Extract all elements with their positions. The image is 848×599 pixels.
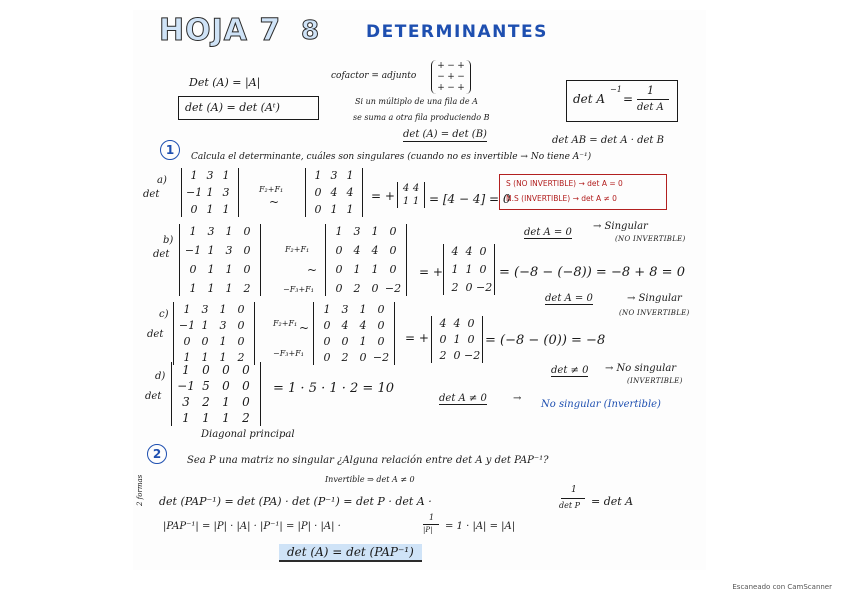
ex1d-matrix: 1 0 0 0 −1 5 0 0 3 2 1 0 1 1 1 2 xyxy=(171,362,261,426)
ex1b-note-det: det A = 0 xyxy=(545,293,593,304)
ex1b-op-bottom: −F₃+F₁ xyxy=(283,285,314,294)
ex1b-label: b) xyxy=(163,235,174,246)
scanner-watermark: Escaneado con CamScanner xyxy=(732,583,832,591)
ex1d-eq: = 1 · 5 · 1 · 2 = 10 xyxy=(273,381,394,396)
ex2-line1-end: = det A xyxy=(591,495,634,508)
ex1a-label: a) xyxy=(157,175,167,186)
ex2-line1: det (PAP⁻¹) = det (PA) · det (P⁻¹) = det P · det A · xyxy=(159,495,432,508)
ex1b-matrix: 1 3 1 0 −1 1 3 0 0 1 1 0 1 1 1 2 xyxy=(179,224,261,296)
row-multiple-result: det (A) = det (B) xyxy=(403,129,487,140)
ex2-line1-frac-bar xyxy=(561,498,585,499)
ex1d-det: det xyxy=(145,391,162,402)
ex1c-minor: 4 4 0 0 1 0 2 0 −2 xyxy=(431,316,483,363)
ex2-line2-frac-num: 1 xyxy=(429,513,435,522)
exercise-2-statement: Sea P una matriz no singular ¿Alguna relación entre det A y det PAP⁻¹? xyxy=(187,455,549,466)
ex1c-note-arrow: → No singular xyxy=(605,363,677,374)
ex1a-op-sym: ~ xyxy=(269,195,280,209)
ex1d-note-arrow: → xyxy=(513,393,522,404)
inverse-sup: −1 xyxy=(610,85,622,94)
ex1c-op-top: F₂+F₁ xyxy=(273,319,298,328)
inverse-frac-bar xyxy=(637,99,669,100)
singular-note: S (NO INVERTIBLE) → det A = 0 xyxy=(506,179,623,188)
transpose-formula: det (A) = det (Aᵗ) xyxy=(185,101,280,114)
ex1a-eq2: = [4 − 4] = 0 xyxy=(429,192,511,206)
ex1c-note-paren: (INVERTIBLE) xyxy=(627,377,683,385)
ex1c-label: c) xyxy=(159,309,169,320)
ex1d-label: d) xyxy=(155,371,166,382)
ex1d-note-result: No singular (Invertible) xyxy=(541,399,661,410)
ex1a-matrix: 1 3 1 −1 1 3 0 1 1 xyxy=(181,168,239,217)
ex1a-note-paren: (NO INVERTIBLE) xyxy=(615,235,686,243)
inverse-formula-box xyxy=(566,80,678,122)
inverse-eq: = xyxy=(623,92,634,106)
det-abs-formula: Det (A) = |A| xyxy=(189,76,261,89)
ex1b-note-paren: (NO INVERTIBLE) xyxy=(619,309,690,317)
ex1c-eq2: = (−8 − (0)) = −8 xyxy=(485,333,606,348)
ex1b-minor: 4 4 0 1 1 0 2 0 −2 xyxy=(443,244,495,295)
ex1a-det: det xyxy=(143,189,160,200)
row-multiple-line1: Si un múltiplo de una fila de A xyxy=(355,97,478,106)
title-hoja: HOJA 7 xyxy=(159,13,282,48)
ex1c-op-bottom: −F₃+F₁ xyxy=(273,349,304,358)
ex1a-minor: 4 4 1 1 xyxy=(397,182,425,208)
ex2-line2: |PAP⁻¹| = |P| · |A| · |P⁻¹| = |P| · |A| · xyxy=(163,521,341,532)
ex1b-op-top: F₂+F₁ xyxy=(285,245,310,254)
ex2-conclusion: det (A) = det (PAP⁻¹) xyxy=(279,544,422,562)
ex2-line1-frac-den: det P xyxy=(559,501,580,510)
ex2-line2-frac-bar xyxy=(423,524,439,525)
inverse-den: det A xyxy=(637,102,664,113)
ex1a-result-matrix: 1 3 1 0 4 4 0 1 1 xyxy=(305,168,363,217)
inverse-lhs: det A xyxy=(573,92,606,106)
notebook-page xyxy=(133,10,706,570)
row-multiple-line2: se suma a otra fila produciendo B xyxy=(353,113,490,122)
ex1b-eq2: = (−8 − (−8)) = −8 + 8 = 0 xyxy=(499,265,685,280)
inverse-num: 1 xyxy=(647,84,654,97)
ex1b-det: det xyxy=(153,249,170,260)
cofactor-label: cofactor = adjunto xyxy=(331,71,417,81)
ex2-line1-frac-num: 1 xyxy=(571,485,577,495)
product-formula: det AB = det A · det B xyxy=(552,135,664,146)
ex1c-matrix: 1 3 1 0 −1 1 3 0 0 0 1 0 1 1 1 2 xyxy=(173,302,255,365)
exercise-2-number: 2 xyxy=(147,444,167,464)
transpose-formula-box xyxy=(178,96,319,120)
ex1a-eq1: = + xyxy=(371,189,395,203)
non-singular-note: N.S (INVERTIBLE) → det A ≠ 0 xyxy=(506,194,617,203)
exercise-1-number: 1 xyxy=(160,140,180,160)
ex2-line2-end: = 1 · |A| = |A| xyxy=(445,521,516,532)
ex1a-note-det: det A = 0 xyxy=(524,227,572,238)
title-subject: DETERMINANTES xyxy=(366,22,548,42)
ex1c-det: det xyxy=(147,329,164,340)
ex1d-note-det: det A ≠ 0 xyxy=(439,393,487,404)
title-digit: 8 xyxy=(301,16,320,46)
ex2-line2-frac-den: |P| xyxy=(423,526,433,534)
ex1d-diag-note: Diagonal principal xyxy=(201,429,295,440)
ex1a-op-top: F₂+F₁ xyxy=(259,185,284,194)
exercise-2-side: 2 formas xyxy=(136,474,144,506)
ex1b-result-matrix: 1 3 1 0 0 4 4 0 0 1 1 0 0 2 0 −2 xyxy=(325,224,407,296)
ex1c-result-matrix: 1 3 1 0 0 4 4 0 0 0 1 0 0 2 0 −2 xyxy=(313,302,395,365)
singular-note-box xyxy=(499,174,667,210)
ex1b-op-sym: ~ xyxy=(307,263,318,277)
exercise-2-hint: Invertible ⇒ det A ≠ 0 xyxy=(325,475,415,484)
ex1c-eq1: = + xyxy=(405,331,429,345)
ex1b-note-arrow: → Singular xyxy=(627,293,682,304)
ex1c-op-sym: ~ xyxy=(299,321,310,335)
ex1a-note-arrow: → Singular xyxy=(593,221,648,232)
ex1c-note-det: det ≠ 0 xyxy=(551,365,589,376)
ex1b-eq1: = + xyxy=(419,265,443,279)
sign-matrix: + − + − + − + − + xyxy=(431,60,471,94)
exercise-1-statement: Calcula el determinante, cuáles son singulares (cuando no es invertible → No tiene A⁻¹) xyxy=(191,152,592,162)
